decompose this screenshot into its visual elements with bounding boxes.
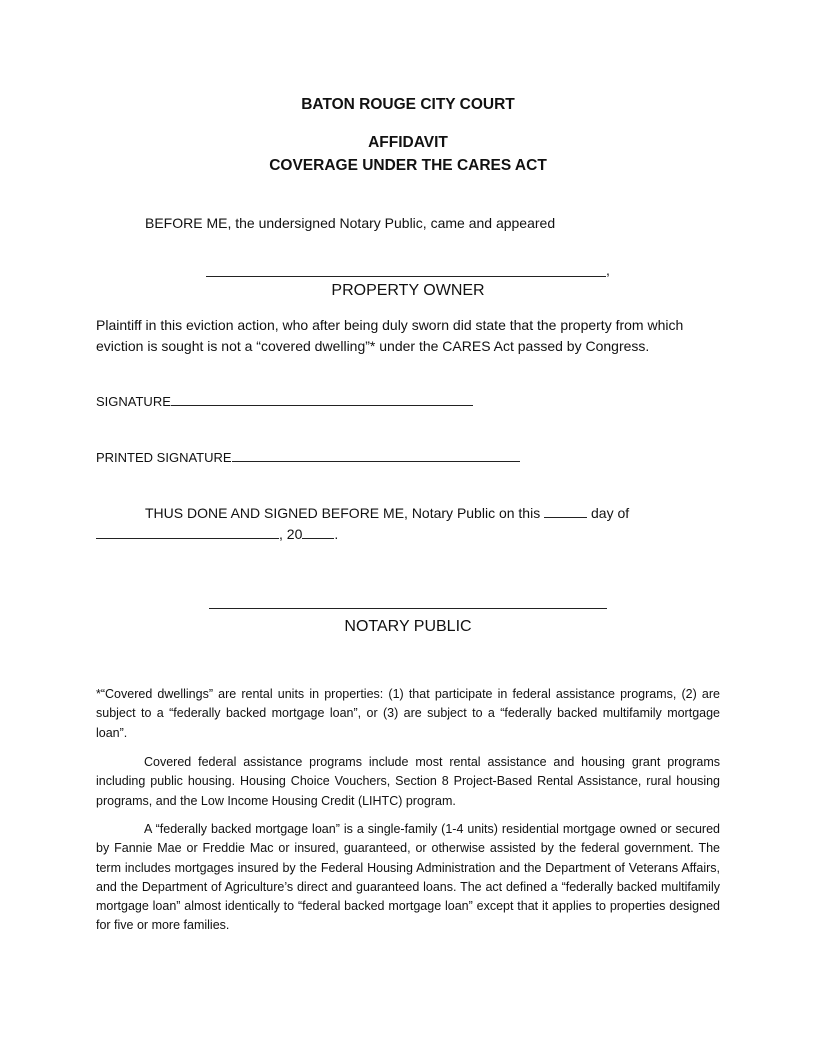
owner-comma: ,	[606, 262, 610, 278]
date-period: .	[334, 526, 339, 542]
signature-label: SIGNATURE	[96, 394, 171, 409]
footnote-covered-dwellings: *“Covered dwellings” are rental units in properties: (1) that participate in federal assistance programs, (2) are subject to a “federally backed mortgage loan”, or (3) are subject to a “federally backed multifamily mortgage loan”.	[96, 687, 720, 740]
year-prefix: , 20	[279, 526, 303, 542]
notary-public-label: NOTARY PUBLIC	[344, 618, 472, 635]
document-type-heading: AFFIDAVIT	[368, 134, 448, 151]
signature-field[interactable]	[171, 393, 473, 406]
footnote-federally-backed-loan: A “federally backed mortgage loan” is a single-family (1-4 units) residential mortgage owned or secured by Fannie Mae or Freddie Mac or insured, guaranteed, or otherwise assisted by the federal government. The term includes mortgages insured by the Federal Housing Administration and the Department of Veterans Affairs, and the Department of Agriculture’s direct and guaranteed loans. The act defined a “federally backed multifamily mortgage loan” almost identically to “federal backed mortgage loan” except that it applies to properties designed for five or more families.	[96, 822, 720, 933]
jurat-text: THUS DONE AND SIGNED BEFORE ME, Notary Public on this	[145, 505, 541, 521]
appearance-intro: BEFORE ME, the undersigned Notary Public, came and appeared	[145, 215, 556, 231]
printed-signature-field[interactable]	[232, 449, 520, 462]
footnote-assistance-programs: Covered federal assistance programs include most rental assistance and housing grant programs including public housing. Housing Choice Vouchers, Section 8 Project-Based Rental Assistance, rural housing programs, and the Low Income Housing Credit (LIHTC) program.	[96, 755, 720, 808]
printed-signature-label: PRINTED SIGNATURE	[96, 450, 232, 465]
plaintiff-statement: Plaintiff in this eviction action, who after being duly sworn did state that the property from which eviction is sought is not a “covered dwelling”* under the CARES Act passed by Congress.	[96, 317, 684, 354]
printed-signature-row	[96, 449, 520, 465]
year-field[interactable]	[302, 526, 334, 539]
signature-row	[96, 393, 473, 409]
court-title: BATON ROUGE CITY COURT	[301, 96, 515, 113]
property-owner-label: PROPERTY OWNER	[331, 282, 485, 299]
month-field[interactable]	[96, 526, 279, 539]
day-of-text: day of	[591, 505, 630, 521]
notary-signature-field[interactable]	[209, 598, 607, 609]
document-subject-heading: COVERAGE UNDER THE CARES ACT	[269, 157, 547, 174]
jurat-line-1	[145, 505, 629, 521]
property-owner-name-field[interactable]	[206, 265, 606, 277]
jurat-line-2	[96, 526, 338, 542]
day-field[interactable]	[544, 505, 587, 518]
